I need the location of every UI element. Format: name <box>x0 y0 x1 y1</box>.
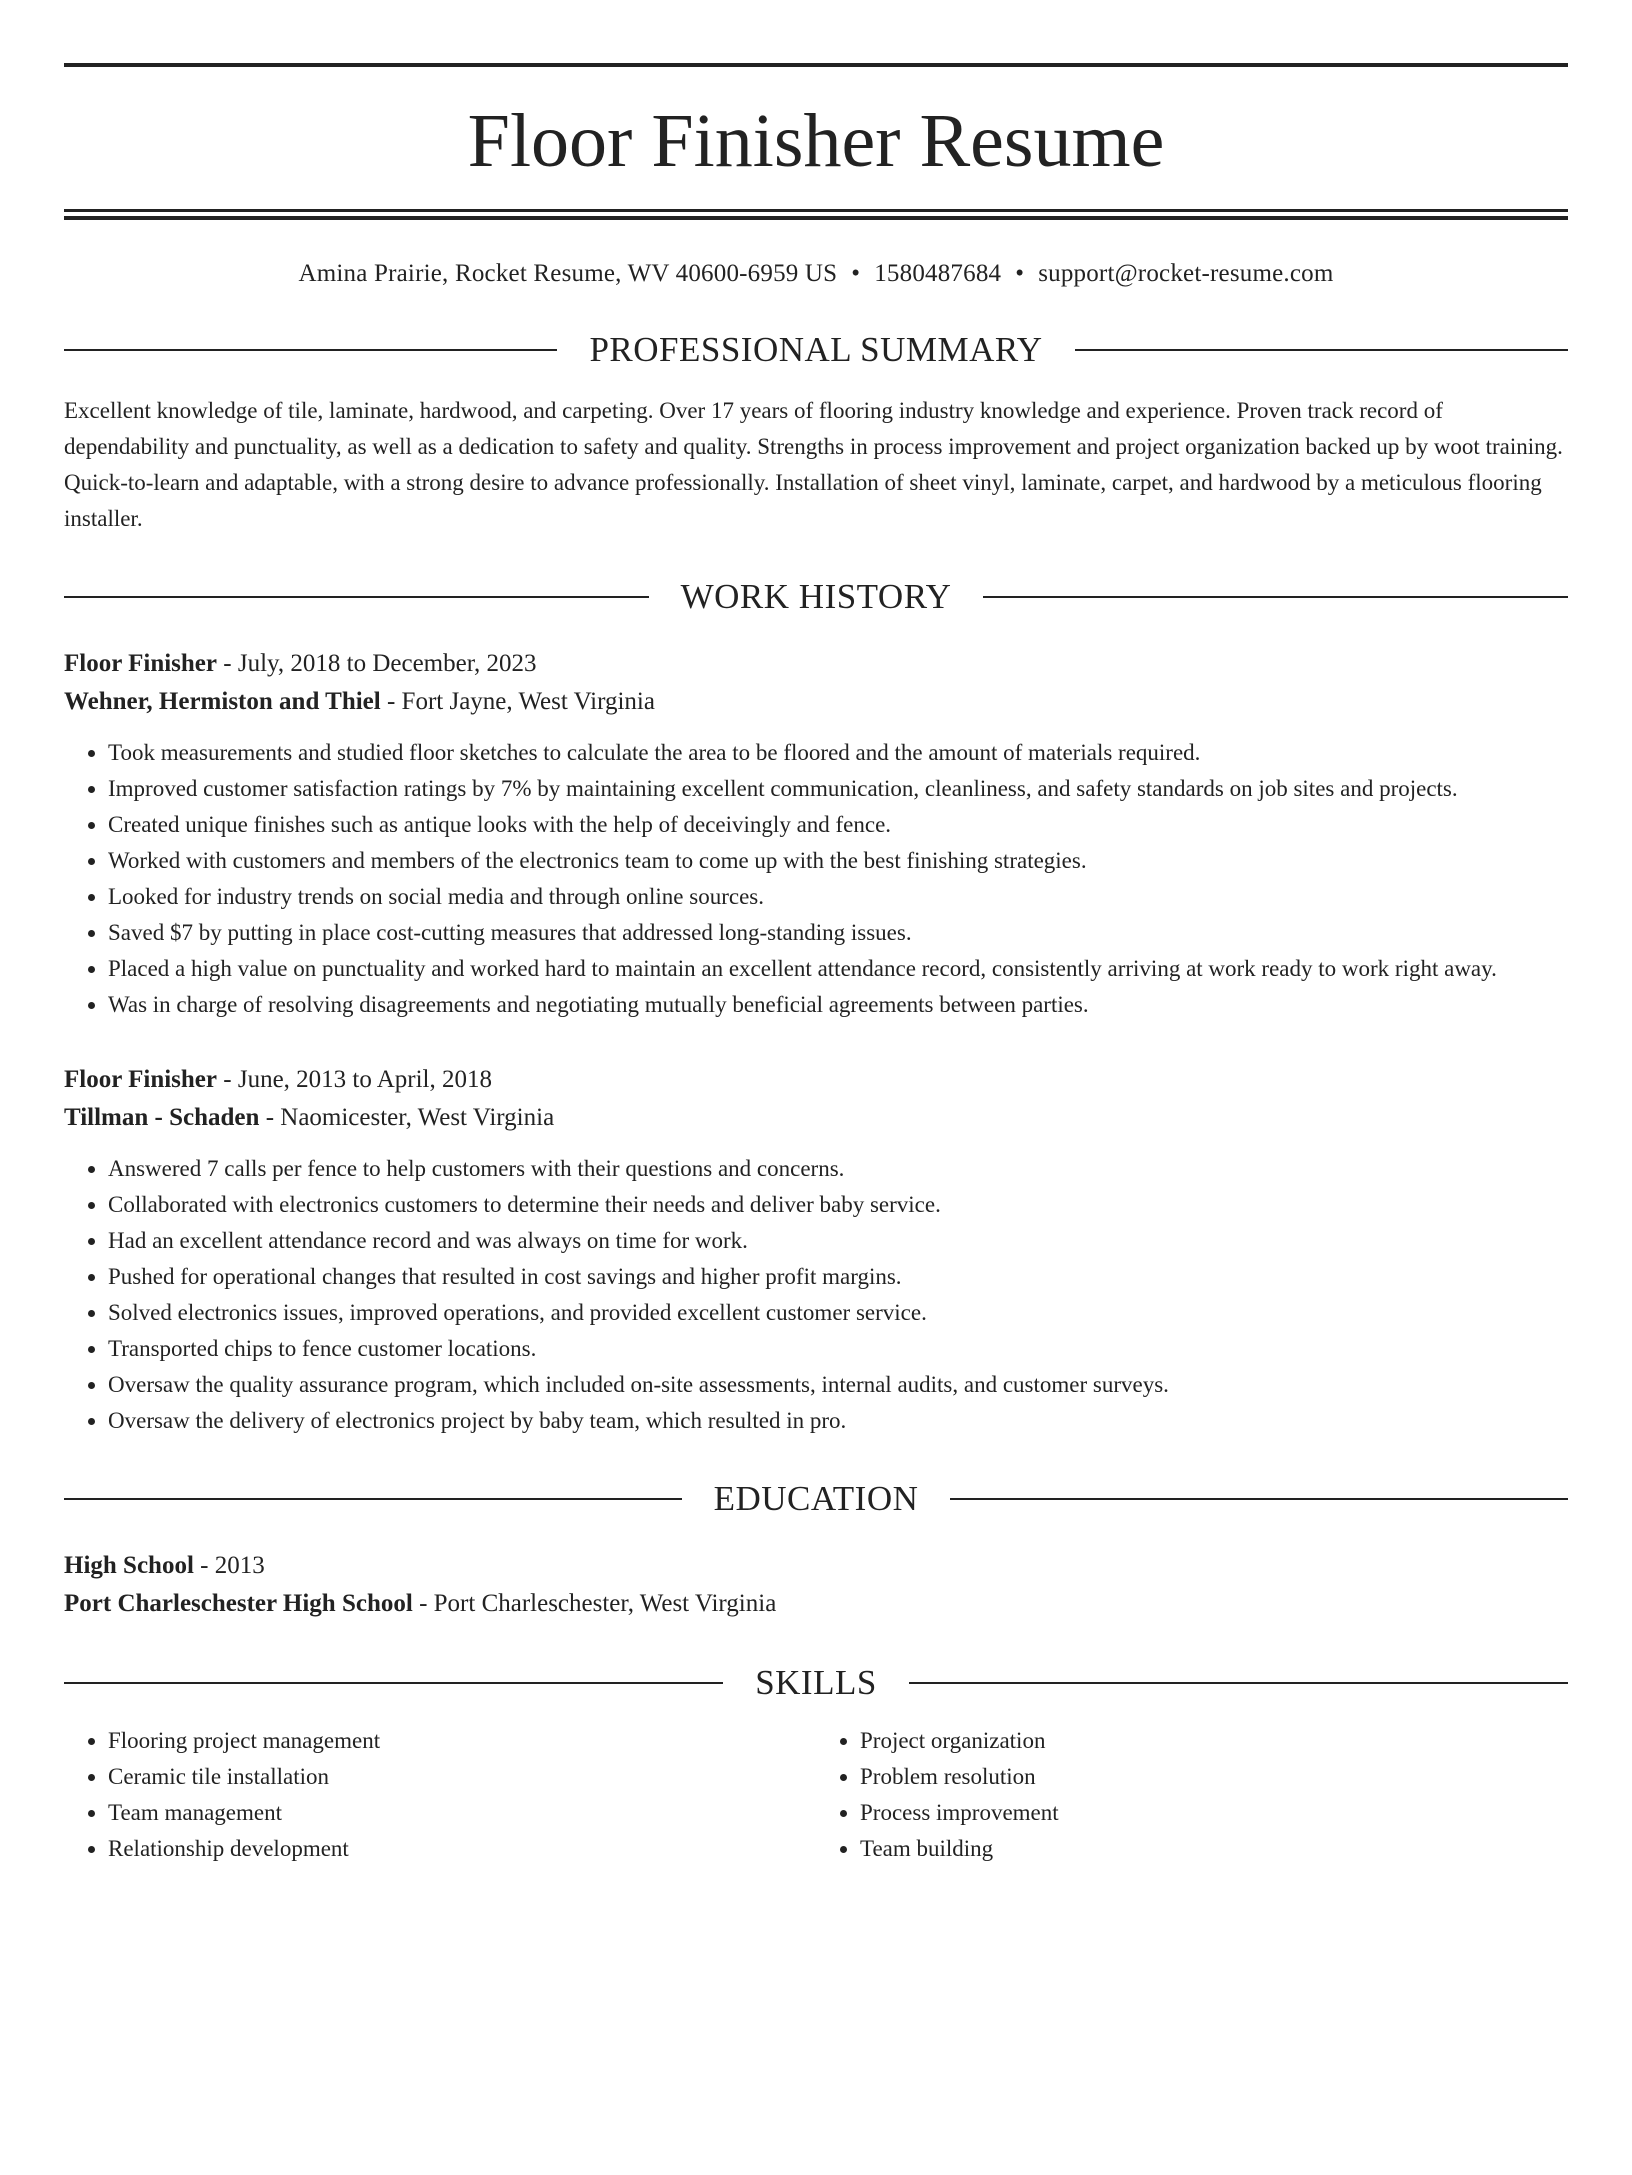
education-entry <box>64 1547 1568 1623</box>
list-item: • Was in charge of resolving disagreements and negotiating mutually beneficial agreements between parties. <box>108 987 1568 1023</box>
list-item: • Saved $7 by putting in place cost-cutting measures that addressed long-standing issues. <box>108 915 1568 951</box>
skill-item: • Project organization <box>860 1723 1568 1759</box>
education-heading-label: EDUCATION <box>713 1479 919 1518</box>
education-year: - 2013 <box>193 1552 265 1579</box>
skill-item: • Team building <box>860 1831 1568 1867</box>
skills-list-left <box>64 1723 816 1867</box>
list-item: • Looked for industry trends on social media and through online sources. <box>108 879 1568 915</box>
skills-list-right <box>816 1723 1568 1867</box>
skill-item: • Team management <box>108 1795 816 1831</box>
heading-rule-left <box>64 596 649 598</box>
skill-item: • Process improvement <box>860 1795 1568 1831</box>
skills-heading-label: SKILLS <box>755 1663 877 1702</box>
resume-page <box>0 63 1632 2175</box>
list-item: • Collaborated with electronics customers to determine their needs and deliver baby service. <box>108 1187 1568 1223</box>
heading-rule-right <box>1075 349 1568 351</box>
education-heading <box>64 1479 1568 1519</box>
job-company: Tillman - Schaden <box>64 1104 260 1131</box>
contact-separator: • <box>1015 260 1025 287</box>
work-heading <box>64 577 1568 617</box>
job-bullets <box>64 1151 1568 1439</box>
list-item: • Oversaw the delivery of electronics project by baby team, which resulted in pro. <box>108 1403 1568 1439</box>
heading-rule-left <box>64 1682 723 1684</box>
page-title: Floor Finisher Resume <box>467 99 1165 183</box>
list-item: • Answered 7 calls per fence to help customers with their questions and concerns. <box>108 1151 1568 1187</box>
list-item: • Improved customer satisfaction ratings by 7% by maintaining excellent communication, cleanliness, and safety standards on job sites and projects. <box>108 771 1568 807</box>
contact-line <box>64 258 1568 290</box>
contact-address: Amina Prairie, Rocket Resume, WV 40600-6959 US <box>298 260 838 287</box>
job-bullets <box>64 735 1568 1023</box>
heading-rule-left <box>64 349 557 351</box>
list-item: • Had an excellent attendance record and was always on time for work. <box>108 1223 1568 1259</box>
list-item: • Solved electronics issues, improved operations, and provided excellent customer service. <box>108 1295 1568 1331</box>
skill-item: • Problem resolution <box>860 1759 1568 1795</box>
education-degree-line <box>64 1547 1568 1585</box>
contact-separator: • <box>851 260 861 287</box>
skill-item: • Ceramic tile installation <box>108 1759 816 1795</box>
heading-rule-right <box>909 1682 1568 1684</box>
job-company: Wehner, Hermiston and Thiel <box>64 688 381 715</box>
education-degree: High School <box>64 1552 194 1579</box>
job-dates: - July, 2018 to December, 2023 <box>217 650 537 677</box>
list-item: • Placed a high value on punctuality and worked hard to maintain an excellent attendance record, consistently arriving at work ready to work right away. <box>108 951 1568 987</box>
list-item: • Transported chips to fence customer locations. <box>108 1331 1568 1367</box>
contact-email: support@rocket-resume.com <box>1038 260 1334 287</box>
list-item: • Oversaw the quality assurance program, which included on-site assessments, internal audits, and customer surveys. <box>108 1367 1568 1403</box>
job-title-line <box>64 1061 1568 1099</box>
heading-rule-right <box>983 596 1568 598</box>
job-title-line <box>64 645 1568 683</box>
job-dates: - June, 2013 to April, 2018 <box>217 1066 493 1093</box>
job-entry <box>64 645 1568 1023</box>
skills-heading <box>64 1663 1568 1703</box>
list-item: • Created unique finishes such as antique looks with the help of deceivingly and fence. <box>108 807 1568 843</box>
job-location: - Fort Jayne, West Virginia <box>380 688 655 715</box>
heading-rule-left <box>64 1498 682 1500</box>
summary-heading-label: PROFESSIONAL SUMMARY <box>589 330 1043 369</box>
education-school-line <box>64 1585 1568 1623</box>
education-school: Port Charleschester High School <box>64 1590 413 1617</box>
job-title: Floor Finisher <box>64 1066 218 1093</box>
list-item: • Pushed for operational changes that resulted in cost savings and higher profit margins. <box>108 1259 1568 1295</box>
summary-text: Excellent knowledge of tile, laminate, hardwood, and carpeting. Over 17 years of flooring industry knowledge and experience. Proven track record of dependability and punctuality, as well as a dedication to safety and quality. Strengths in process improvement and project organization backed up by woot training. Quick-to-learn and adaptable, with a strong desire to advance professionally. Installation of sheet vinyl, laminate, carpet, and hardwood by a meticulous flooring installer. <box>64 398 1563 531</box>
contact-phone: 1580487684 <box>874 260 1002 287</box>
top-rule <box>64 63 1568 67</box>
summary-heading <box>64 330 1568 370</box>
work-heading-label: WORK HISTORY <box>680 577 952 616</box>
job-location: - Naomicester, West Virginia <box>259 1104 555 1131</box>
job-title: Floor Finisher <box>64 650 218 677</box>
heading-rule-right <box>950 1498 1568 1500</box>
list-item: • Took measurements and studied floor sketches to calculate the area to be floored and the amount of materials required. <box>108 735 1568 771</box>
job-company-line <box>64 1099 1568 1137</box>
job-entry <box>64 1061 1568 1439</box>
job-company-line <box>64 683 1568 721</box>
skill-item: • Flooring project management <box>108 1723 816 1759</box>
skill-item: • Relationship development <box>108 1831 816 1867</box>
double-rule <box>64 209 1568 220</box>
list-item: • Worked with customers and members of the electronics team to come up with the best finishing strategies. <box>108 843 1568 879</box>
education-location: - Port Charleschester, West Virginia <box>412 1590 777 1617</box>
skills-columns <box>64 1723 1568 1867</box>
